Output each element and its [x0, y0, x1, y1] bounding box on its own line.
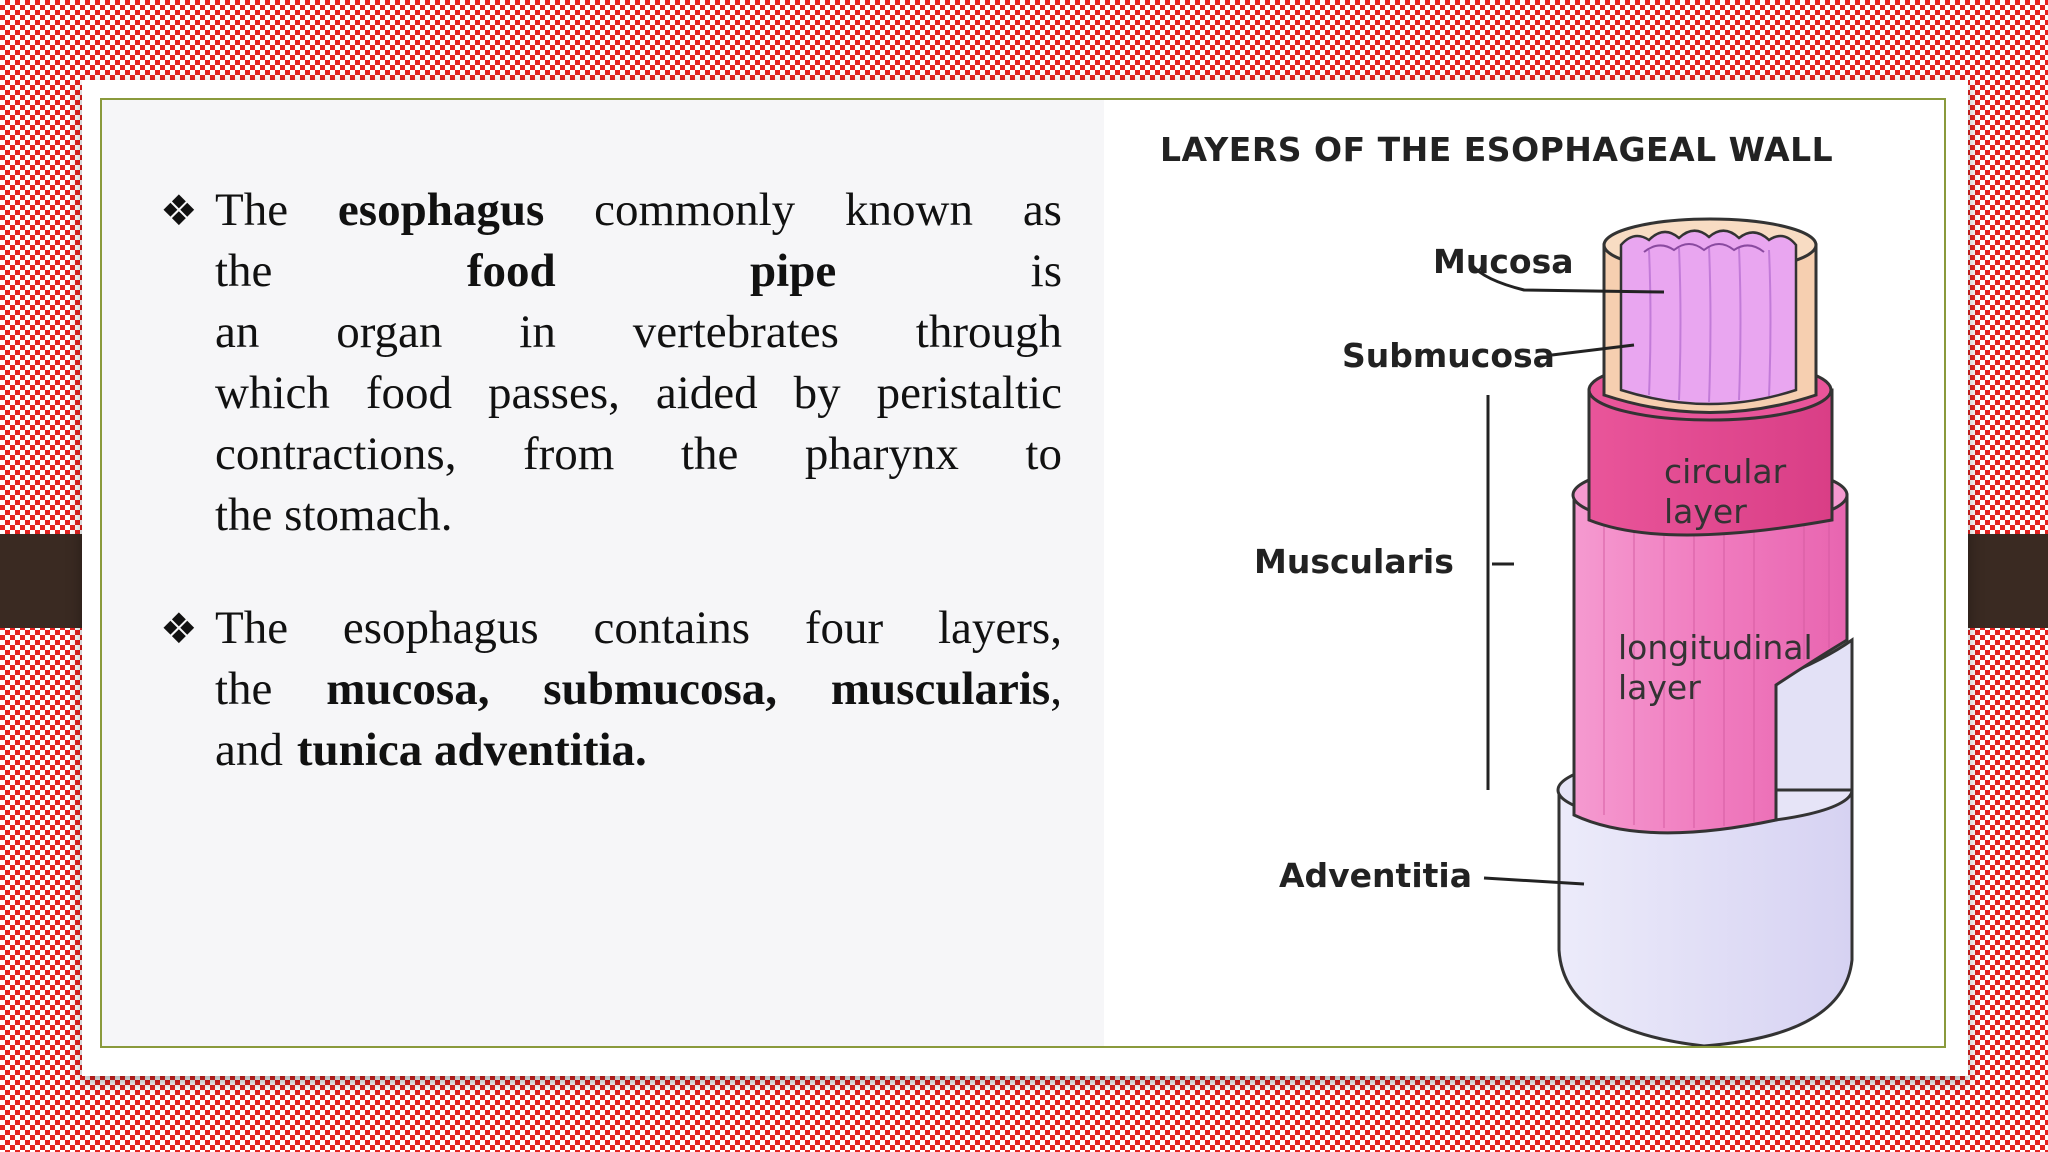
text-column: [160, 180, 1062, 781]
label-line: longitudinal: [1618, 628, 1813, 667]
word: the stomach.: [215, 489, 453, 541]
word: the: [215, 663, 273, 715]
keyword-submucosa: submucosa,: [543, 663, 778, 715]
text-line: [215, 180, 1062, 241]
mucosa-layer: [1621, 231, 1796, 404]
word: as: [1022, 184, 1062, 236]
word: peristaltic: [876, 367, 1062, 419]
word: from: [522, 428, 615, 480]
word: an: [215, 306, 260, 358]
word: in: [519, 306, 556, 358]
label-circular-layer: [1664, 452, 1786, 532]
text-line: [215, 720, 1062, 781]
slide-content-frame: [100, 98, 1946, 1048]
label-mucosa: Mucosa: [1433, 242, 1574, 281]
label-line: circular: [1664, 452, 1787, 491]
text-line: [215, 363, 1062, 424]
keyword-mucosa: mucosa,: [326, 663, 490, 715]
diamond-ornament-icon: ❖: [160, 604, 198, 653]
label-line: layer: [1618, 668, 1701, 707]
word: which: [215, 367, 330, 419]
word: by: [793, 367, 841, 419]
diamond-ornament-icon: ❖: [160, 186, 198, 235]
word: pharynx: [804, 428, 959, 480]
word: contractions,: [215, 428, 457, 480]
text-line: [215, 241, 1062, 302]
label-adventitia: Adventitia: [1279, 856, 1472, 895]
bullet-esophagus-layers: [160, 598, 1062, 781]
word: aided: [655, 367, 758, 419]
label-longitudinal-layer: [1618, 628, 1813, 708]
keyword-pipe: pipe: [750, 245, 837, 297]
word-group: [831, 659, 1062, 720]
word: to: [1025, 428, 1062, 480]
keyword-muscularis: muscularis: [830, 663, 1051, 715]
label-muscularis: Muscularis: [1254, 542, 1454, 581]
bullet-esophagus-definition: [160, 180, 1062, 546]
word: is: [1030, 245, 1062, 297]
word: through: [915, 306, 1062, 358]
word: esophagus: [342, 602, 539, 654]
word: commonly: [594, 184, 796, 236]
word: layers,: [937, 602, 1062, 654]
word: known: [845, 184, 973, 236]
text-line: [215, 424, 1062, 485]
word: food: [365, 367, 453, 419]
keyword-tunica-adventitia: tunica adventitia.: [296, 724, 647, 776]
text-line: [215, 302, 1062, 363]
label-line: layer: [1664, 492, 1747, 531]
text-line: [215, 598, 1062, 659]
word: passes,: [488, 367, 620, 419]
text-line: [215, 659, 1062, 720]
word: The: [215, 602, 289, 654]
word: the: [215, 245, 273, 297]
word: four: [804, 602, 884, 654]
esophageal-wall-diagram: [1104, 100, 1944, 1046]
word: organ: [336, 306, 443, 358]
word: vertebrates: [632, 306, 839, 358]
word: contains: [593, 602, 751, 654]
label-submucosa: Submucosa: [1342, 336, 1555, 375]
diagram-title: LAYERS OF THE ESOPHAGEAL WALL: [1160, 130, 1834, 169]
word: The: [215, 184, 289, 236]
keyword-food: food: [466, 245, 556, 297]
word: and: [215, 724, 283, 776]
text-line: [215, 485, 1062, 546]
word: the: [680, 428, 739, 480]
keyword-esophagus: esophagus: [337, 184, 545, 236]
punctuation: ,: [1050, 663, 1062, 715]
